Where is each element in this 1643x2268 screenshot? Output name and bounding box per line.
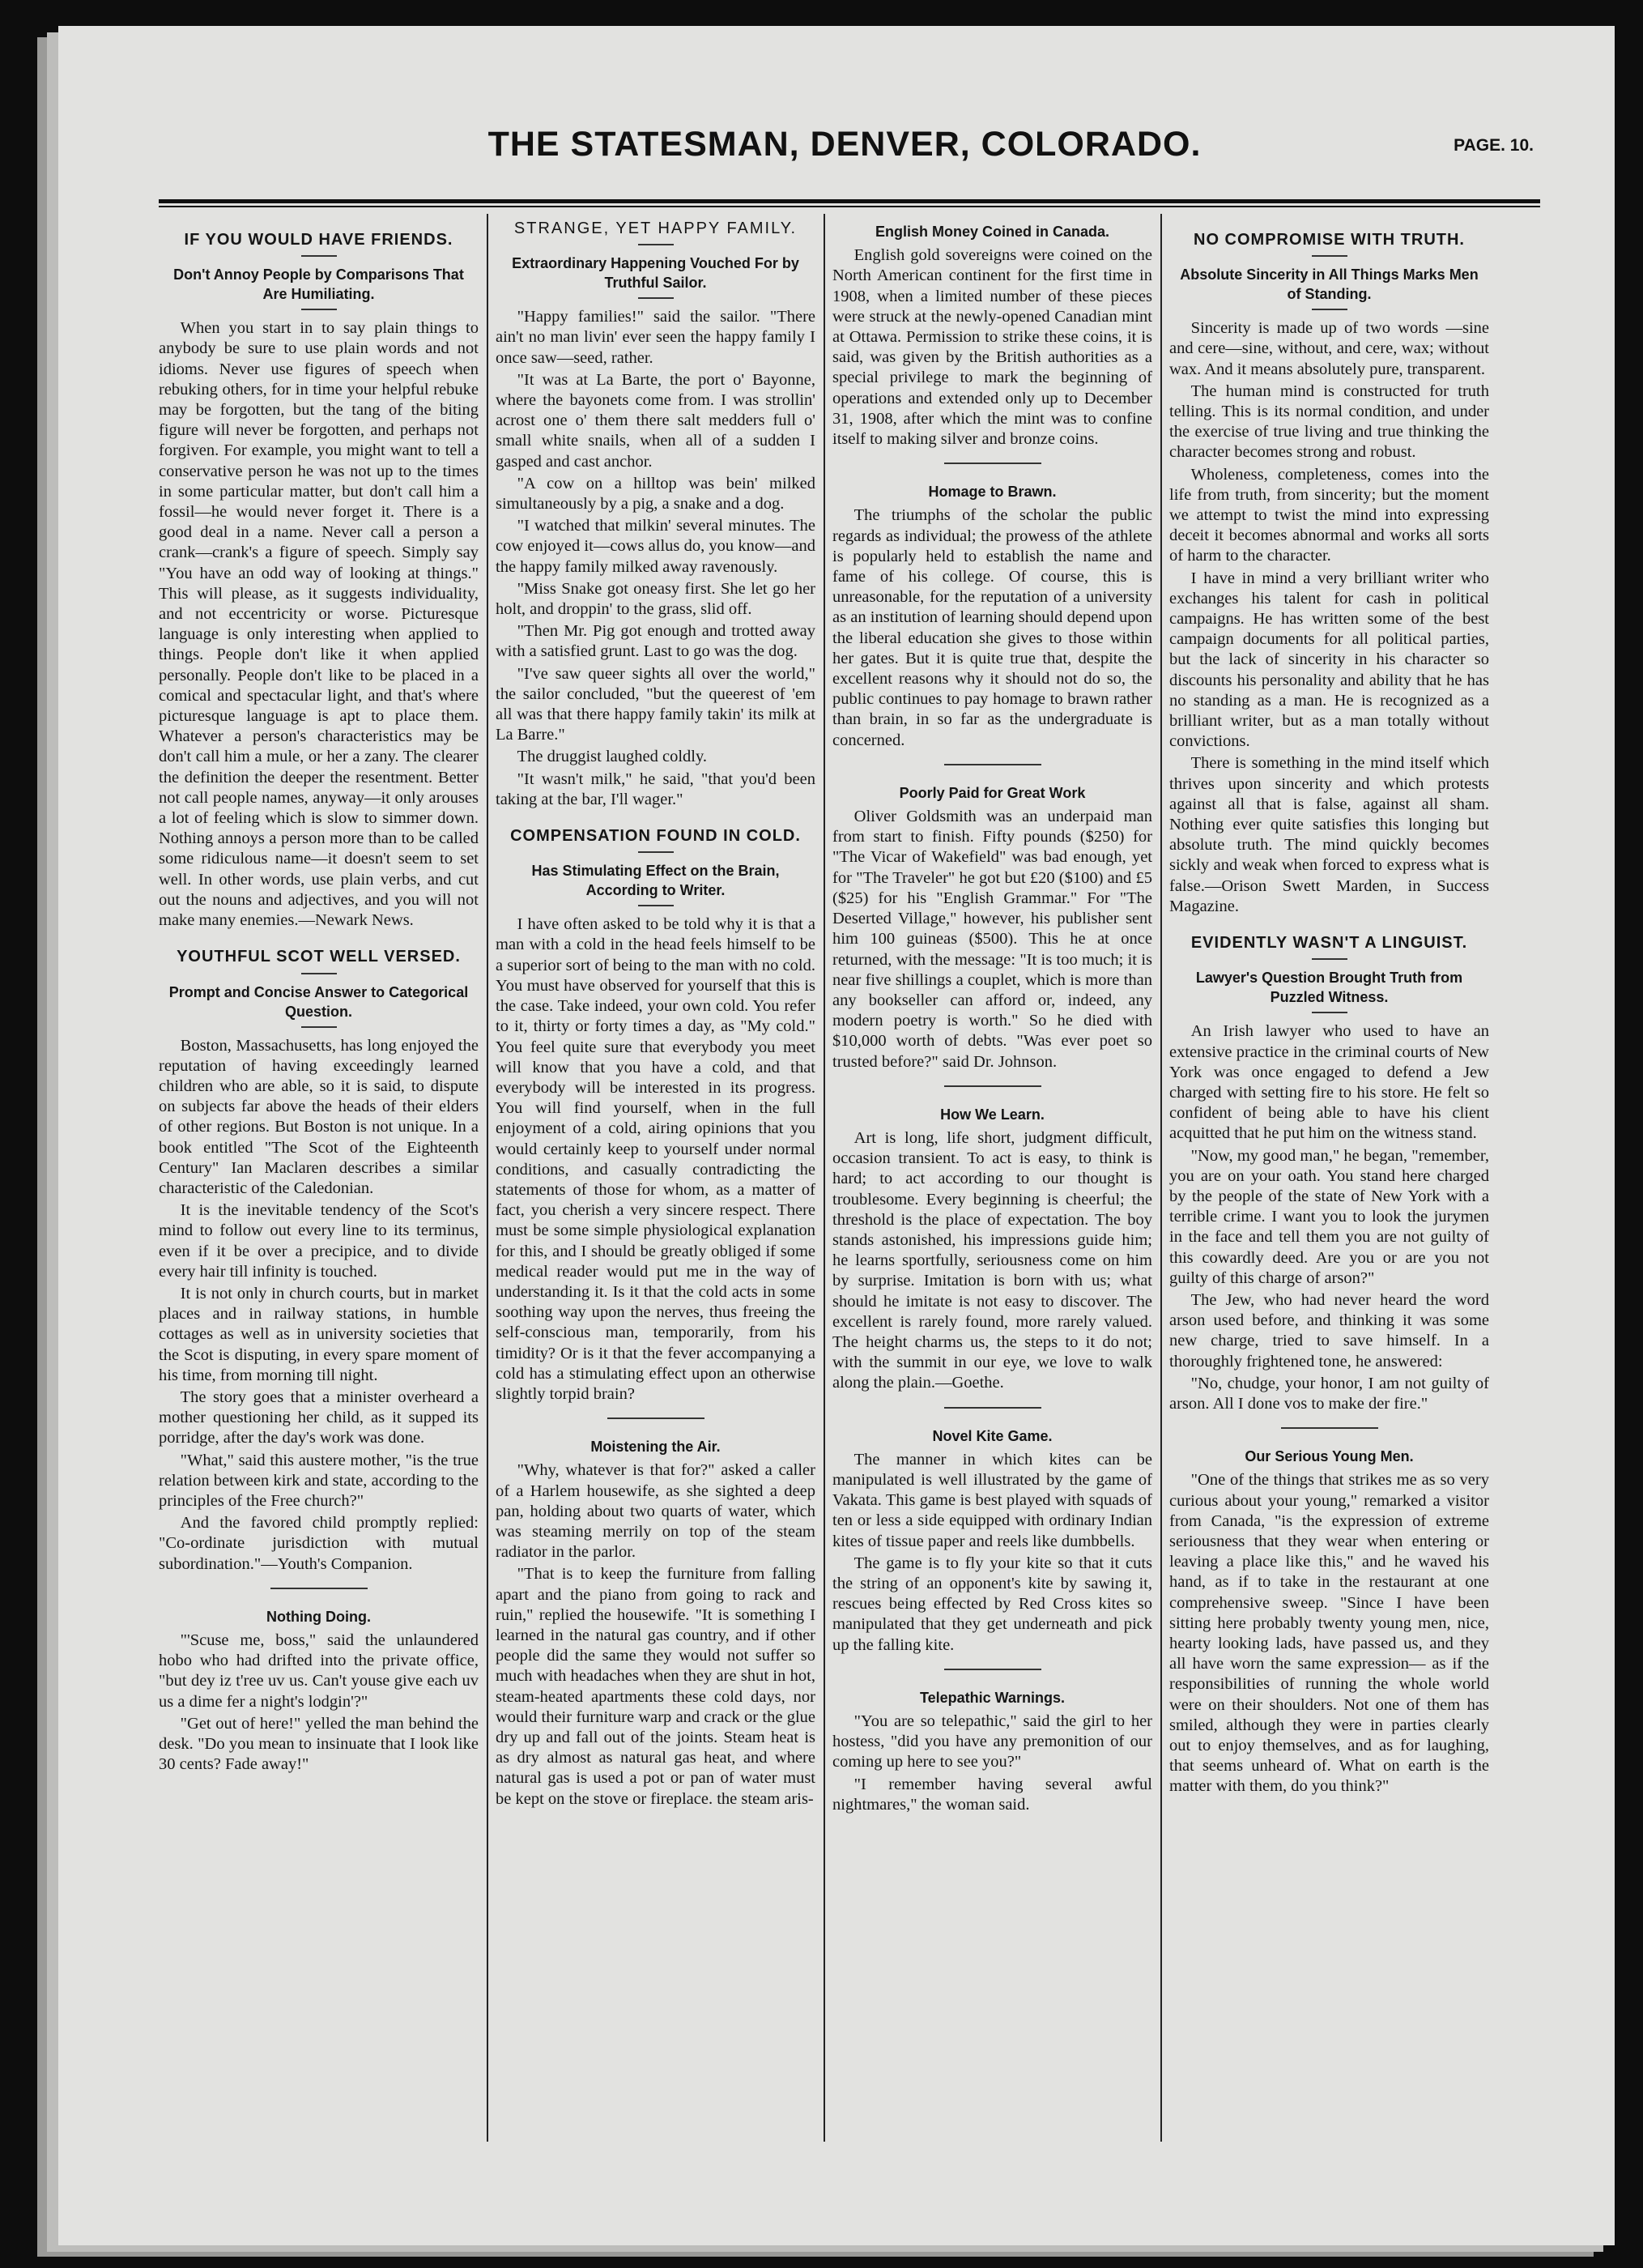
- column-2: [496, 214, 815, 2124]
- article-subheadline: Extraordinary Happening Vouched For by Truthful Sailor.: [512, 255, 799, 292]
- article-title: Moistening the Air.: [590, 1439, 721, 1456]
- article-separator: [944, 463, 1041, 464]
- subheadline-dash: [1312, 1012, 1347, 1013]
- article: [496, 1418, 815, 1810]
- article-paragraph: "'Scuse me, boss," said the unlaundered hobo who had drifted into the private office, "but dey iz t'ree uv us. Can't youse give each uv us a dime fer a night's lodgin'?": [159, 1631, 479, 1711]
- headline-dash: [638, 851, 674, 853]
- column-divider: [1160, 214, 1162, 2142]
- subheadline-dash: [301, 1026, 337, 1028]
- article-paragraph: The Jew, who had never heard the word arson used before, and thinking it was some new charge, tried to save himself. In a thoroughly frightened tone, he answered:: [1169, 1290, 1489, 1371]
- masthead: [147, 117, 1542, 181]
- article: [832, 1407, 1152, 1656]
- article-paragraph: "I remember having several awful nightmares," the woman said.: [832, 1775, 1152, 1814]
- masthead-title: THE STATESMAN, DENVER, COLORADO.: [487, 125, 1202, 164]
- article-paragraph: The game is to fly your kite so that it cuts the string of an opponent's kite by sawing it, rescues being effected by Red Cross kites so manipulated that they get underneath and pick up the falling kite.: [832, 1554, 1152, 1654]
- article-headline: YOUTHFUL SCOT WELL VERSED.: [177, 948, 461, 966]
- article: [159, 947, 479, 1574]
- article-separator: [944, 1669, 1041, 1670]
- article-paragraph: Wholeness, completeness, comes into the life from truth, from sincerity; but the moment we attempt to twist the mind into expressing deceit it becomes abnormal and works all sorts of harm to the character.: [1169, 465, 1489, 565]
- subheadline-dash: [301, 309, 337, 310]
- article-separator: [944, 1407, 1041, 1409]
- article-separator: [270, 1588, 368, 1589]
- article: [496, 826, 815, 1405]
- article: [832, 1669, 1152, 1815]
- article-paragraph: "Get out of here!" yelled the man behind the desk. "Do you mean to insinuate that I look like 30 cents? Fade away!": [159, 1714, 479, 1774]
- article-title: Telepathic Warnings.: [919, 1689, 1066, 1706]
- article-paragraph: Boston, Massachusetts, has long enjoyed the reputation of having exceedingly learned children who are able, so it is said, to dispute on subjects far above the heads of their elders of other regions. But Boston is not unique. In a book entitled "The Scot of the Eighteenth Century" Ian Maclaren describes a similar characteristic of the Caledonian.: [159, 1036, 479, 1197]
- article-paragraph: "I watched that milkin' several minutes. The cow enjoyed it—cows allus do, you know—and the happy family milked away ravenously.: [496, 517, 815, 576]
- column-4: [1169, 214, 1489, 2124]
- article-subheadline: Absolute Sincerity in All Things Marks Men of Standing.: [1180, 266, 1479, 303]
- article-separator: [944, 1085, 1041, 1087]
- article-headline: EVIDENTLY WASN'T A LINGUIST.: [1190, 934, 1468, 953]
- column-divider: [824, 214, 825, 2142]
- article-paragraph: Oliver Goldsmith was an underpaid man from start to finish. Fifty pounds ($250) for "The Vicar of Wakefield" was bad enough, yet for "The Traveler" he got but £20 ($100) and £5 ($25) for his "English Grammar." For "The Deserted Village," however, his publisher sent him 100 guineas ($500). This he at once returned, with the message: "It is too much; it is near five shillings a couplet, which is more than any bookseller can afford or, indeed, any modern poetry is worth." So he died with $10,000 worth of debts. "Was ever poet so trusted before?" said Dr. Johnson.: [832, 808, 1152, 1071]
- subheadline-dash: [638, 905, 674, 906]
- article-title: English Money Coined in Canada.: [875, 224, 1110, 240]
- masthead-rule-thick: [159, 199, 1540, 203]
- column-divider: [487, 214, 488, 2142]
- headline-dash: [1312, 958, 1347, 960]
- article-separator: [607, 1418, 704, 1419]
- article-paragraph: It is not only in church courts, but in market places and in railway stations, in humble cottages as well as in university societies that the Scot is disputing, in every spare moment of his time, from morning till night.: [159, 1284, 479, 1384]
- article-separator: [944, 764, 1041, 765]
- headline-dash: [301, 255, 337, 257]
- masthead-rule-thin: [159, 206, 1540, 207]
- article-paragraph: "Happy families!" said the sailor. "There ain't no man livin' ever seen the happy family I once saw—seed, rather.: [496, 308, 815, 367]
- article-paragraph: An Irish lawyer who used to have an extensive practice in the criminal courts of New York was once engaged to defend a Jew charged with setting fire to his store. He felt so confident of being able to have his client acquitted that he put him on the witness stand.: [1169, 1022, 1489, 1143]
- article-paragraph: It is the inevitable tendency of the Scot's mind to follow out every line to its terminus, even if it be over a precipice, and to divide every hair till infinity is touched.: [159, 1201, 479, 1281]
- page-number: PAGE. 10.: [1454, 136, 1534, 155]
- article: [832, 764, 1152, 1072]
- article-paragraph: Sincerity is made up of two words —sine and cere—sine, without, and cere, wax; without wax. And it means absolutely pure, transparent.: [1169, 319, 1489, 378]
- column-3: [832, 214, 1152, 2124]
- article: [1169, 230, 1489, 917]
- article-paragraph: "Why, whatever is that for?" asked a caller of a Harlem housewife, as she sighted a deep pan, holding about two quarts of water, which was steaming merrily on top of the steam radiator in the parlor.: [496, 1461, 815, 1562]
- article: [1169, 1427, 1489, 1797]
- article-headline: STRANGE, YET HAPPY FAMILY.: [513, 220, 798, 237]
- article-title: Poorly Paid for Great Work: [899, 784, 1086, 801]
- article-title: How We Learn.: [940, 1106, 1045, 1123]
- headline-dash: [1312, 255, 1347, 257]
- subheadline-dash: [638, 297, 674, 299]
- article-paragraph: "What," said this austere mother, "is the true relation between kirk and state, according to the principles of the Free church?": [159, 1451, 479, 1510]
- newspaper-page: [58, 26, 1615, 2245]
- article-title: Nothing Doing.: [266, 1608, 371, 1625]
- article-paragraph: "One of the things that strikes me as so very curious about your young," remarked a visitor from Canada, "is the expression of extreme seriousness that they wear when entering or leaving a place like this," and he waved his hand, as if to take in the restaurant at one comprehensive sweep. "Since I have been sitting here probably twenty young men, nice, hearty looking lads, have passed us, and they all have worn the same expression— as if the responsibilities of running the whole world were on their shoulders. Not one of them has smiled, although they were in parties clearly out to enjoy themselves, and as for laughing, that seems unheard of. What on earth is the matter with them, do you think?": [1169, 1471, 1489, 1796]
- article: [159, 230, 479, 931]
- article-subheadline: Lawyer's Question Brought Truth from Puzzled Witness.: [1195, 970, 1463, 1006]
- article: [159, 1588, 479, 1776]
- article-paragraph: "It was at La Barte, the port o' Bayonne, where the bayonets come from. I was strollin' acrost one o' them there salt medders full o' small white snails, when all of a sudden I gasped and cast anchor.: [496, 370, 815, 471]
- article-paragraph: "You are so telepathic," said the girl to her hostess, "did you have any premonition of our coming up here to see you?": [832, 1712, 1152, 1771]
- article-paragraph: "It wasn't milk," he said, "that you'd been taking at the bar, I'll wager.": [496, 770, 815, 808]
- article-paragraph: "No, chudge, your honor, I am not guilty of arson. All I done vos to make der fire.": [1169, 1374, 1489, 1413]
- article-paragraph: And the favored child promptly replied: "Co-ordinate jurisdiction with mutual subordination."—Youth's Companion.: [159, 1514, 479, 1573]
- article: [832, 463, 1152, 751]
- article-paragraph: The triumphs of the scholar the public regards as individual; the prowess of the athlete is popularly held to establish the name and fame of his college. Of course, this is unreasonable, for the reputation of a university as an institution of learning should depend upon the liberal education she gives to those within her gates. But it is quite true that, despite the excellent reasons why it should not do so, the public continues to pay homage to brawn rather than brain, in so far as the undergraduate is concerned.: [832, 506, 1152, 749]
- article-headline: NO COMPROMISE WITH TRUTH.: [1194, 231, 1465, 249]
- article-title: Novel Kite Game.: [932, 1427, 1053, 1444]
- article-title: Our Serious Young Men.: [1245, 1448, 1414, 1465]
- article-subheadline: Prompt and Concise Answer to Categorical Question.: [168, 983, 469, 1020]
- article-paragraph: "Then Mr. Pig got enough and trotted away with a satisfied grunt. Last to go was the dog.: [496, 622, 815, 661]
- article-title: Homage to Brawn.: [928, 484, 1057, 501]
- article-paragraph: I have often asked to be told why it is that a man with a cold in the head feels himself to be a superior sort of being to the man with no cold. You must have observed for yourself that this is the case. Take indeed, your own cold. You refer to it, thirty or forty times a day, as "My cold." You feel quite sure that everybody you meet will know that you have a cold, and that everybody will be interested in its progress. You will find yourself, when in the full enjoyment of a cold, airing opinions that you would certainly keep to yourself under normal conditions, and casually contradicting the statements of those for whom, as a matter of fact, you cherish a very sincere respect. There must be some simple physiological explanation for this, and I should be greatly obliged if some medical reader would put me in the way of understanding it. Is it that the cold acts in some soothing way upon the nerves, thus freeing the self-conscious man, temporarily, from his timidity? Or is it that the fever accompanying a cold has a stimulating effect upon an otherwise slightly torpid brain?: [496, 915, 815, 1403]
- article-paragraph: "I've saw queer sights all over the world," the sailor concluded, "but the queerest of 'em all was that there happy family takin' its milk at La Barre.": [496, 664, 815, 744]
- column-1: [159, 214, 479, 2124]
- article-subheadline: Has Stimulating Effect on the Brain, According to Writer.: [531, 863, 780, 899]
- article-paragraph: Art is long, life short, judgment difficult, occasion transient. To act is easy, to think is hard; to act according to our thought is troublesome. Every beginning is cheerful; the threshold is the place of expectation. The boy stands astonished, his impressions guide him; he learns sportfully, seriousness come on him by surprise. Imitation is born with us; what should he imitate is not easy to discover. The excellent is rarely found, more rarely valued. The height charms us, the steps to it do not; with the summit in our eye, we love to walk along the plain.—Goethe.: [832, 1128, 1152, 1392]
- article-headline: IF YOU WOULD HAVE FRIENDS.: [184, 231, 453, 249]
- article-paragraph: I have in mind a very brilliant writer who exchanges his talent for cash in political campaigns. He has written some of the best campaign documents for all political parties, but the lack of sincerity in his character so discounts his personality and ability that he has no standing as a man. He is recognized as a brilliant writer, but as a man totally without convictions.: [1169, 569, 1489, 751]
- article-paragraph: The druggist laughed coldly.: [517, 748, 708, 766]
- article-paragraph: "Now, my good man," he began, "remember, you are on your oath. You stand here charged by the people of the state of New York with a terrible crime. I want you to look the jurymen in the face and tell them you are not guilty of this cowardly deed. Are you or are you not guilty of this charge of arson?": [1169, 1146, 1489, 1287]
- article-paragraph: When you start in to say plain things to anybody be sure to use plain words and not idioms. Never use figures of speech when rebuking others, for in time your helpful rebuke may be forgotten, but the tang of the biting figure will never be forgotten, and perhaps not forgiven. For example, you might want to tell a conservative person he was not up to the times in some particular matter, but don't call him a fossil—he would never forget it. There is a good deal in a name. Never call a person a crank—crank's a figure of speech. Simply say "You have an odd way of looking at things." This will please, as it suggests individuality, and not eccentricity or worse. Picturesque language is only interesting when applied to things. People don't like it when applied personally. People don't like to be placed in a comical and spectacular light, and that's where picturesque language is apt to place them. Whatever a person's characteristics may be don't call him a mule, or her a zany. The clearer the definition the deeper the resentment. Better not call people names, anyway—it only arouses a lot of feeling which is slow to simmer down. Nothing annoys a person more than to be called some ridiculous name—it doesn't seem to set well. In other words, use plain verbs, and cut out the nouns and adjectives, and you will not make many enemies.—Newark News.: [159, 319, 479, 930]
- article-paragraph: The human mind is constructed for truth telling. This is its normal condition, and under the exercise of true living and true thinking the character becomes strong and robust.: [1169, 382, 1489, 462]
- article-separator: [1281, 1427, 1378, 1429]
- article-paragraph: The story goes that a minister overheard a mother questioning her child, as it supped its porridge, after the day's work was done.: [159, 1388, 479, 1447]
- article: [1169, 933, 1489, 1414]
- article-headline: COMPENSATION FOUND IN COLD.: [510, 827, 801, 846]
- article-paragraph: English gold sovereigns were coined on the North American continent for the first time in 1908, when a limited number of these pieces were struck at the newly-opened Canadian mint at Ottawa. Permission to strike these coins, it is said, was given by the British authorities as a special privilege to mark the beginning of operations and extended only up to December 31, 1908, after which the mint was to confine itself to making silver and bronze coins.: [832, 246, 1152, 449]
- article-subheadline: Don't Annoy People by Comparisons That Are Humiliating.: [173, 266, 464, 303]
- article-paragraph: "A cow on a hilltop was bein' milked simultaneously by a pig, a snake and a dog.: [496, 474, 815, 514]
- article-paragraph: The manner in which kites can be manipulated is well illustrated by the game of Vakata. This game is best played with squads of ten or less a side equipped with ordinary Indian kites of tissue paper and reels like dumbbells.: [832, 1450, 1152, 1550]
- subheadline-dash: [1312, 309, 1347, 310]
- article-paragraph: "Miss Snake got oneasy first. She let go her holt, and droppin' to the grass, slid off.: [496, 579, 815, 619]
- article-paragraph: There is something in the mind itself which thrives upon sincerity and which protests against all that is false, against all sham. Nothing ever quite satisfies this longing but absolute truth. The mind quickly becomes sickly and weak when forced to express what is false.—Orison Swett Marden, in Success Magazine.: [1169, 754, 1489, 915]
- article: [832, 222, 1152, 450]
- article: [496, 219, 815, 810]
- article: [832, 1085, 1152, 1394]
- headline-dash: [638, 244, 674, 245]
- article-paragraph: "That is to keep the furniture from falling apart and the piano from going to rack and ruin," replied the housewife. "It is something I learned in the natural gas country, and if other people did the same they would not suffer so much with headaches when they are shut in hot, steam-heated apartments these cold days, nor would their furniture warp and crack or the glue dry up and fall out of the joints. Steam heat is as dry almost as natural gas heat, and where natural gas is used a pot or pan of water must be kept on the stove or fireplace. the steam aris-: [496, 1565, 815, 1808]
- headline-dash: [301, 973, 337, 974]
